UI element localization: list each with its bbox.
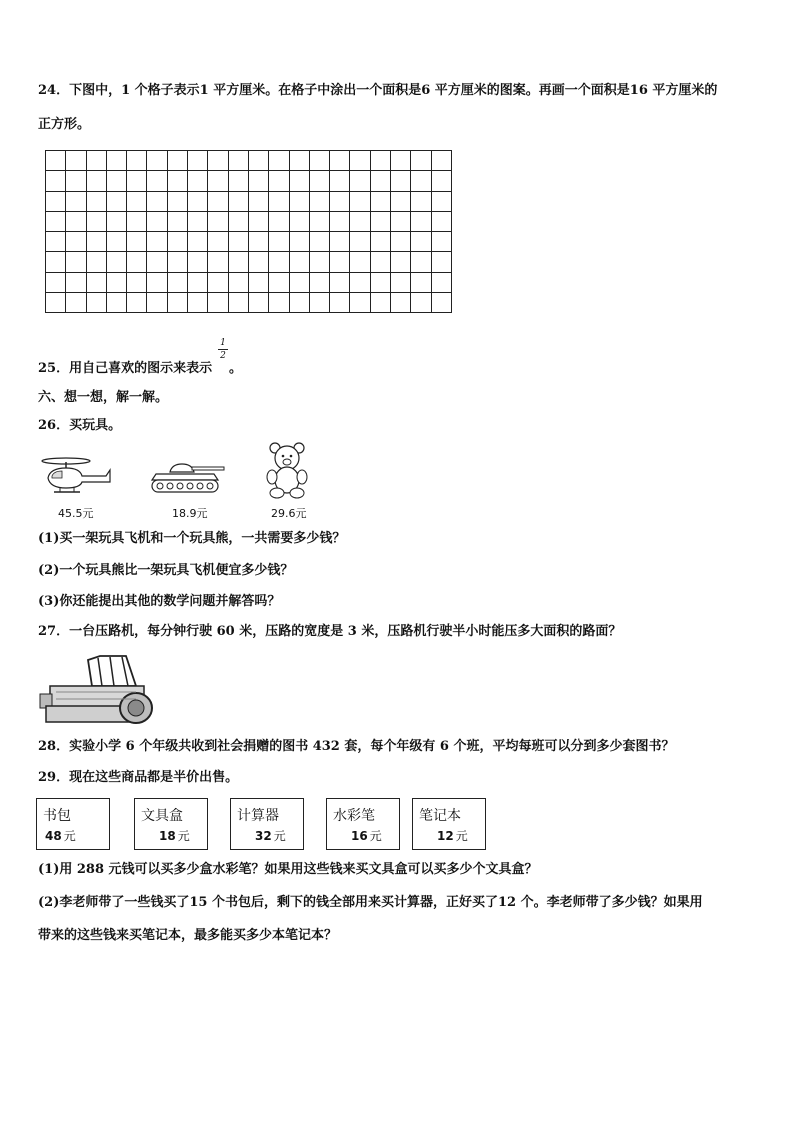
grid-cell[interactable] [66, 171, 86, 191]
grid-cell[interactable] [87, 212, 107, 232]
grid-cell[interactable] [168, 212, 188, 232]
item-box-notebook [412, 798, 486, 850]
grid-cell[interactable] [432, 171, 452, 191]
grid-cell[interactable] [391, 273, 411, 293]
grid-cell[interactable] [87, 192, 107, 212]
grid-cell[interactable] [208, 232, 228, 252]
q24-line1: 24．下图中，1 个格子表示1 平方厘米。在格子中涂出一个面积是6 平方厘米的图案。再画一个面积是16 平方厘米的 [38, 83, 718, 98]
item-price: 16 元 [351, 829, 382, 843]
grid-cell[interactable] [371, 273, 391, 293]
item-box-pencil-case [134, 798, 208, 850]
grid-cell[interactable] [188, 212, 208, 232]
grid-cell[interactable] [46, 252, 66, 272]
grid-cell[interactable] [310, 232, 330, 252]
helicopter-price: 45.5元 [58, 507, 94, 520]
grid-cell[interactable] [432, 192, 452, 212]
grid-cell[interactable] [249, 252, 269, 272]
grid-cell[interactable] [66, 273, 86, 293]
q29-sub1: (1)用 288 元钱可以买多少盒水彩笔？如果用这些钱来买文具盒可以买多少个文具盒？ [38, 862, 538, 877]
grid-cell[interactable] [208, 151, 228, 171]
grid-cell[interactable] [107, 151, 127, 171]
item-price: 18 元 [159, 829, 190, 843]
grid-cell[interactable] [330, 252, 350, 272]
grid-cell[interactable] [229, 151, 249, 171]
grid-cell[interactable] [229, 171, 249, 191]
grid-cell[interactable] [188, 151, 208, 171]
grid-cell[interactable] [330, 293, 350, 313]
grid-cell[interactable] [269, 212, 289, 232]
grid-cell[interactable] [411, 212, 431, 232]
grid-cell[interactable] [127, 252, 147, 272]
tank-price: 18.9元 [172, 507, 208, 520]
grid-cell[interactable] [310, 252, 330, 272]
grid-cell[interactable] [168, 151, 188, 171]
item-name: 计算器 [237, 808, 279, 824]
grid-cell[interactable] [269, 151, 289, 171]
grid-cell[interactable] [147, 252, 167, 272]
grid-cell[interactable] [208, 192, 228, 212]
grid-cell[interactable] [87, 273, 107, 293]
grid-cell[interactable] [66, 151, 86, 171]
grid-cell[interactable] [391, 293, 411, 313]
item-price: 12 元 [437, 829, 468, 843]
grid-cell[interactable] [310, 171, 330, 191]
item-price: 48 元 [45, 829, 76, 843]
section-heading: 六、想一想，解一解。 [38, 390, 169, 405]
grid-cell[interactable] [290, 171, 310, 191]
grid-cell[interactable] [290, 273, 310, 293]
fraction-one-half [218, 338, 228, 361]
grid-cell[interactable] [310, 273, 330, 293]
grid-cell[interactable] [107, 192, 127, 212]
grid-cell[interactable] [229, 232, 249, 252]
grid-cell[interactable] [290, 212, 310, 232]
grid-cell[interactable] [249, 192, 269, 212]
grid-cell[interactable] [432, 232, 452, 252]
grid-cell[interactable] [66, 212, 86, 232]
item-box-watercolor-pens [326, 798, 400, 850]
grid-cell[interactable] [310, 293, 330, 313]
grid-cell[interactable] [432, 273, 452, 293]
grid-cell[interactable] [46, 171, 66, 191]
grid-cell[interactable] [350, 151, 370, 171]
grid-cell[interactable] [127, 232, 147, 252]
grid-cell[interactable] [249, 293, 269, 313]
grid-cell[interactable] [391, 212, 411, 232]
q25-end: 。 [229, 361, 243, 376]
grid-cell[interactable] [290, 151, 310, 171]
grid-cell[interactable] [229, 192, 249, 212]
fraction-numerator: 1 [220, 338, 226, 348]
grid-cell[interactable] [168, 192, 188, 212]
grid-cell[interactable] [188, 192, 208, 212]
grid-cell[interactable] [330, 171, 350, 191]
q24-line2: 正方形。 [38, 117, 91, 132]
grid-cell[interactable] [269, 192, 289, 212]
item-price: 32 元 [255, 829, 286, 843]
item-name: 笔记本 [419, 808, 461, 824]
grid-cell[interactable] [249, 232, 269, 252]
grid-cell[interactable] [168, 252, 188, 272]
grid-cell[interactable] [66, 293, 86, 313]
grid-cell[interactable] [411, 232, 431, 252]
grid-cell[interactable] [350, 192, 370, 212]
grid-cell[interactable] [229, 273, 249, 293]
q26-sub1: (1)买一架玩具飞机和一个玩具熊，一共需要多少钱？ [38, 531, 346, 546]
item-name: 文具盒 [141, 808, 183, 824]
grid-cell[interactable] [168, 232, 188, 252]
grid-cell[interactable] [147, 273, 167, 293]
helicopter-icon [36, 456, 112, 498]
grid-cell[interactable] [411, 273, 431, 293]
grid-cell[interactable] [147, 212, 167, 232]
grid-cell[interactable] [330, 273, 350, 293]
q27-text: 27．一台压路机，每分钟行驶 60 米，压路的宽度是 3 米，压路机行驶半小时能压多大面积的路面？ [38, 624, 622, 639]
grid-cell[interactable] [229, 252, 249, 272]
q29-sub2-line2: 带来的这些钱来买笔记本，最多能买多少本笔记本？ [38, 928, 338, 943]
grid-cell[interactable] [350, 273, 370, 293]
grid-cell[interactable] [290, 192, 310, 212]
grid-cell[interactable] [46, 151, 66, 171]
grid-cell[interactable] [330, 151, 350, 171]
grid-cell[interactable] [411, 252, 431, 272]
grid-cell[interactable] [350, 212, 370, 232]
grid-cell[interactable] [208, 212, 228, 232]
grid-cell[interactable] [127, 212, 147, 232]
grid-cell[interactable] [188, 293, 208, 313]
grid-cell[interactable] [411, 293, 431, 313]
grid-cell[interactable] [208, 171, 228, 191]
grid-cell[interactable] [249, 273, 269, 293]
grid-cell[interactable] [46, 273, 66, 293]
grid-cell[interactable] [127, 293, 147, 313]
teddy-bear-icon [264, 440, 310, 500]
grid-cell[interactable] [147, 293, 167, 313]
tank-icon [148, 456, 228, 498]
grid-cell[interactable] [107, 212, 127, 232]
item-box-calculator [230, 798, 304, 850]
grid-cell[interactable] [87, 232, 107, 252]
grid-cell[interactable] [330, 212, 350, 232]
grid-cell[interactable] [350, 293, 370, 313]
q26-sub3: (3)你还能提出其他的数学问题并解答吗？ [38, 594, 281, 609]
grid-cell[interactable] [411, 192, 431, 212]
grid-cell[interactable] [371, 252, 391, 272]
grid-cell[interactable] [107, 252, 127, 272]
grid-cell[interactable] [310, 151, 330, 171]
item-box-schoolbag [36, 798, 110, 850]
grid-cell[interactable] [147, 171, 167, 191]
grid-cell[interactable] [127, 273, 147, 293]
grid-cell[interactable] [66, 192, 86, 212]
grid-cell[interactable] [168, 273, 188, 293]
grid-cell[interactable] [46, 293, 66, 313]
grid-cell[interactable] [330, 192, 350, 212]
grid-cell[interactable] [350, 232, 370, 252]
grid-cell[interactable] [350, 171, 370, 191]
grid-cell[interactable] [269, 293, 289, 313]
grid-cell[interactable] [249, 171, 269, 191]
grid-cell[interactable] [391, 151, 411, 171]
grid-cell[interactable] [87, 151, 107, 171]
grid-cell[interactable] [229, 212, 249, 232]
item-name: 水彩笔 [333, 808, 375, 824]
fraction-bar [218, 349, 228, 350]
grid-cell[interactable] [107, 232, 127, 252]
grid-cell[interactable] [208, 252, 228, 272]
square-grid [45, 150, 452, 313]
grid-cell[interactable] [46, 212, 66, 232]
q28-text: 28．实验小学 6 个年级共收到社会捐赠的图书 432 套，每个年级有 6 个班，平均每班可以分到多少套图书？ [38, 739, 675, 754]
q25-text: 25．用自己喜欢的图示来表示 [38, 361, 213, 376]
grid-cell[interactable] [168, 293, 188, 313]
grid-cell[interactable] [188, 232, 208, 252]
grid-cell[interactable] [147, 151, 167, 171]
grid-cell[interactable] [208, 273, 228, 293]
grid-cell[interactable] [432, 212, 452, 232]
grid-cell[interactable] [269, 273, 289, 293]
q26-sub2: (2)一个玩具熊比一架玩具飞机便宜多少钱？ [38, 563, 294, 578]
q26-title: 26．买玩具。 [38, 418, 122, 433]
grid-cell[interactable] [391, 192, 411, 212]
grid-cell[interactable] [432, 252, 452, 272]
grid-cell[interactable] [371, 192, 391, 212]
grid-cell[interactable] [107, 171, 127, 191]
q29-title: 29．现在这些商品都是半价出售。 [38, 770, 239, 785]
grid-cell[interactable] [87, 171, 107, 191]
grid-cell[interactable] [391, 232, 411, 252]
item-name: 书包 [43, 808, 71, 824]
grid-cell[interactable] [411, 171, 431, 191]
grid-cell[interactable] [371, 171, 391, 191]
grid-cell[interactable] [188, 273, 208, 293]
grid-cell[interactable] [269, 171, 289, 191]
teddy-bear-price: 29.6元 [271, 507, 307, 520]
grid-cell[interactable] [371, 151, 391, 171]
grid-cell[interactable] [66, 252, 86, 272]
fraction-denominator: 2 [220, 351, 226, 361]
grid-cell[interactable] [147, 192, 167, 212]
grid-cell[interactable] [269, 252, 289, 272]
grid-cell[interactable] [127, 151, 147, 171]
grid-cell[interactable] [249, 212, 269, 232]
grid-cell[interactable] [290, 293, 310, 313]
grid-cell[interactable] [371, 212, 391, 232]
grid-cell[interactable] [127, 171, 147, 191]
grid-cell[interactable] [168, 171, 188, 191]
road-roller-icon [36, 652, 156, 724]
grid-cell[interactable] [411, 151, 431, 171]
grid-cell[interactable] [432, 293, 452, 313]
grid-cell[interactable] [371, 293, 391, 313]
grid-cell[interactable] [46, 192, 66, 212]
grid-cell[interactable] [330, 232, 350, 252]
grid-cell[interactable] [350, 252, 370, 272]
grid-cell[interactable] [249, 151, 269, 171]
grid-cell[interactable] [87, 293, 107, 313]
grid-cell[interactable] [432, 151, 452, 171]
grid-cell[interactable] [310, 212, 330, 232]
grid-cell[interactable] [147, 232, 167, 252]
grid-cell[interactable] [127, 192, 147, 212]
grid-cell[interactable] [208, 293, 228, 313]
grid-cell[interactable] [391, 252, 411, 272]
grid-cell[interactable] [46, 232, 66, 252]
grid-cell[interactable] [107, 293, 127, 313]
grid-cell[interactable] [188, 171, 208, 191]
grid-cell[interactable] [229, 293, 249, 313]
grid-cell[interactable] [188, 252, 208, 272]
grid-cell[interactable] [87, 252, 107, 272]
q29-sub2-line1: (2)李老师带了一些钱买了15 个书包后，剩下的钱全部用来买计算器，正好买了12 个。李老师带了多少钱？如果用 [38, 895, 703, 910]
grid-cell[interactable] [371, 232, 391, 252]
grid-cell[interactable] [66, 232, 86, 252]
grid-cell[interactable] [290, 232, 310, 252]
grid-cell[interactable] [290, 252, 310, 272]
grid-cell[interactable] [310, 192, 330, 212]
grid-cell[interactable] [107, 273, 127, 293]
grid-cell[interactable] [269, 232, 289, 252]
grid-cell[interactable] [391, 171, 411, 191]
